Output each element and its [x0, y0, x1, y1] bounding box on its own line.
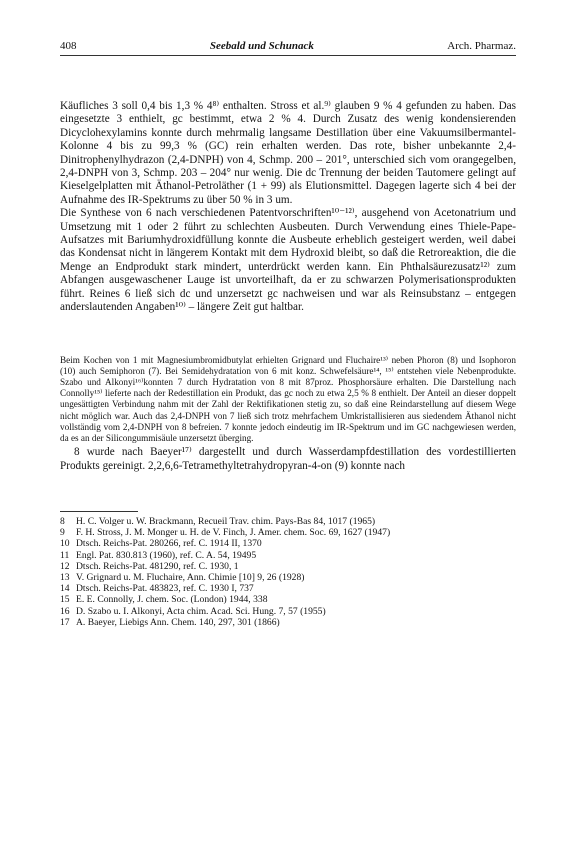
footnote-item: [60, 594, 516, 605]
footnote-number: 8: [60, 515, 65, 527]
footnote-item: [60, 516, 516, 527]
footnote-number: 15: [60, 594, 70, 606]
footnote-number: 9: [60, 527, 65, 539]
footnote-text: E. E. Connolly, J. chem. Soc. (London) 1944, 338: [76, 594, 268, 606]
footnote-item: [60, 550, 516, 561]
footnote-number: 11: [60, 549, 70, 561]
footnote-item: [60, 617, 516, 628]
footnote-text: V. Grignard u. M. Fluchaire, Ann. Chimie [10] 9, 26 (1928): [76, 571, 305, 583]
body-paragraph-small-print: Beim Kochen von 1 mit Magnesiumbromidbutylat erhielten Grignard und Fluchaire¹³⁾ neben Phoron (8) und Isophoron (10) auch Semiphoron (7). Bei Semidehydratation von 6 mit konz. Schwefelsäure¹⁴, ¹⁵⁾ entstehen viele Nebenprodukte. Szabo und Alkonyi¹⁶⁾konnten 7 durch Hydratation von 8 mit 87proz. Phosphorsäure erhalten. Die Darstellung nach Connolly¹⁵⁾ lieferte nach der Redestillation ein Produkt, das gc noch zu etwa 2,5 % 8 enthielt. Der Anteil an dieser doppelt ungesättigten Verbindung nahm mit der Zahl der Rektifikationen stetig zu, so daß eine Reindarstellung auf diesem Wege nicht möglich war. Auch das 2,4-DNPH von 7 ließ sich trotz mehrfachem Umkristallisieren aus siedendem Äthanol nicht vollständig vom 2,4-DNPH von 8 befreien. 7 konnte jedoch eindeutig im IR-Spektrum und im GC nachgewiesen werden, da es an der Silicongummisäule unzersetzt überging.: [60, 354, 516, 443]
footnote-number: 12: [60, 560, 70, 572]
journal-name: Arch. Pharmaz.: [447, 40, 516, 52]
footnote-item: [60, 583, 516, 594]
footnote-item: [60, 572, 516, 583]
footnote-number: 16: [60, 605, 70, 617]
running-title: Seebald und Schunack: [209, 40, 314, 52]
footnote-text: D. Szabo u. I. Alkonyi, Acta chim. Acad. Sci. Hung. 7, 57 (1955): [76, 605, 326, 617]
body-paragraph-2: Die Synthese von 6 nach verschiedenen Patentvorschriften¹⁰⁻¹²⁾, ausgehend von Acetonatrium und Umsetzung mit 1 oder 2 führt zu schlechten Ausbeuten. Durch Verwendung eines Thiele-Pape-Aufsatzes mit Bariumhydroxidfüllung konnte die Ausbeute erheblich gesteigert werden, weil dabei das Kondensat nicht in längerem Kontakt mit dem Hydroxid bleibt, so daß die Retroreaktion, die die Menge an Endprodukt stark mindert, unterdrückt werden kann. Ein Phthalsäurezusatz¹²⁾ zum Abfangen ausgewaschener Lauge ist unvorteilhaft, da er zu schwarzen Polymerisationsprodukten führt. Reines 6 ließ sich dc und unzersetzt gc nachweisen und war als Reinsubstanz – entgegen anderslautenden Angaben¹⁰⁾ – längere Zeit gut haltbar.: [60, 207, 516, 314]
footnote-text: F. H. Stross, J. M. Monger u. H. de V. Finch, J. Amer. chem. Soc. 69, 1627 (1947): [76, 527, 391, 539]
footnote-text: H. C. Volger u. W. Brackmann, Recueil Trav. chim. Pays-Bas 84, 1017 (1965): [76, 515, 376, 527]
footnote-item: [60, 561, 516, 572]
footnotes-list: [60, 516, 516, 628]
footnote-item: [60, 606, 516, 617]
footnote-text: Dtsch. Reichs-Pat. 280266, ref. C. 1914 II, 1370: [76, 538, 262, 550]
footnote-item: [60, 527, 516, 538]
footnote-text: A. Baeyer, Liebigs Ann. Chem. 140, 297, 301 (1866): [76, 616, 280, 628]
body-paragraph-4: 8 wurde nach Baeyer¹⁷⁾ dargestellt und durch Wasserdampfdestillation des vordestillierten Produkts gereinigt. 2,2,6,6-Tetramethyltetrahydropyran-4-on (9) konnte nach: [60, 446, 516, 472]
footnote-number: 13: [60, 571, 70, 583]
page-number: 408: [60, 40, 77, 52]
page-header: [60, 40, 516, 56]
body-paragraph-1: Käufliches 3 soll 0,4 bis 1,3 % 4⁸⁾ enthalten. Stross et al.⁹⁾ glauben 9 % 4 gefunden zu haben. Das eingesetzte 3 enthielt, gc bestimmt, etwa 2 % 4. Durch Zusatz des wenig kondensierenden Dicyclohexylamins konnte durch mehrmalig langsame Destillation über eine Vakuumsilbermantel-Kolonne 4 bis zu 99,3 % (GC) rein erhalten werden. Das rote, bisher unbekannte 2,4-Dinitrophenylhydrazon (2,4-DNPH) von 4, Schmp. 200 – 201°, unterschied sich vom orangegelben, 2,4-DNPH von 3, Schmp. 203 – 204° nur wenig. Die dc Trennung der beiden Tautomere gelingt auf Kieselgelplatten mit Äthanol-Petroläther (1 + 99) als Elutionsmittel. Dagegen lagerte sich 4 bei der Aufnahme des IR-Spektrums zu über 50 % in 3 um.: [60, 100, 516, 206]
footnote-divider: [60, 511, 138, 512]
footnote-number: 17: [60, 616, 70, 628]
footnote-text: Dtsch. Reichs-Pat. 481290, ref. C. 1930, 1: [76, 560, 239, 572]
footnote-number: 14: [60, 583, 70, 595]
page: [60, 40, 516, 628]
footnote-number: 10: [60, 538, 70, 550]
footnote-text: Engl. Pat. 830.813 (1960), ref. C. A. 54, 19495: [76, 549, 257, 561]
footnote-text: Dtsch. Reichs-Pat. 483823, ref. C. 1930 I, 737: [76, 583, 254, 595]
footnote-item: [60, 538, 516, 549]
